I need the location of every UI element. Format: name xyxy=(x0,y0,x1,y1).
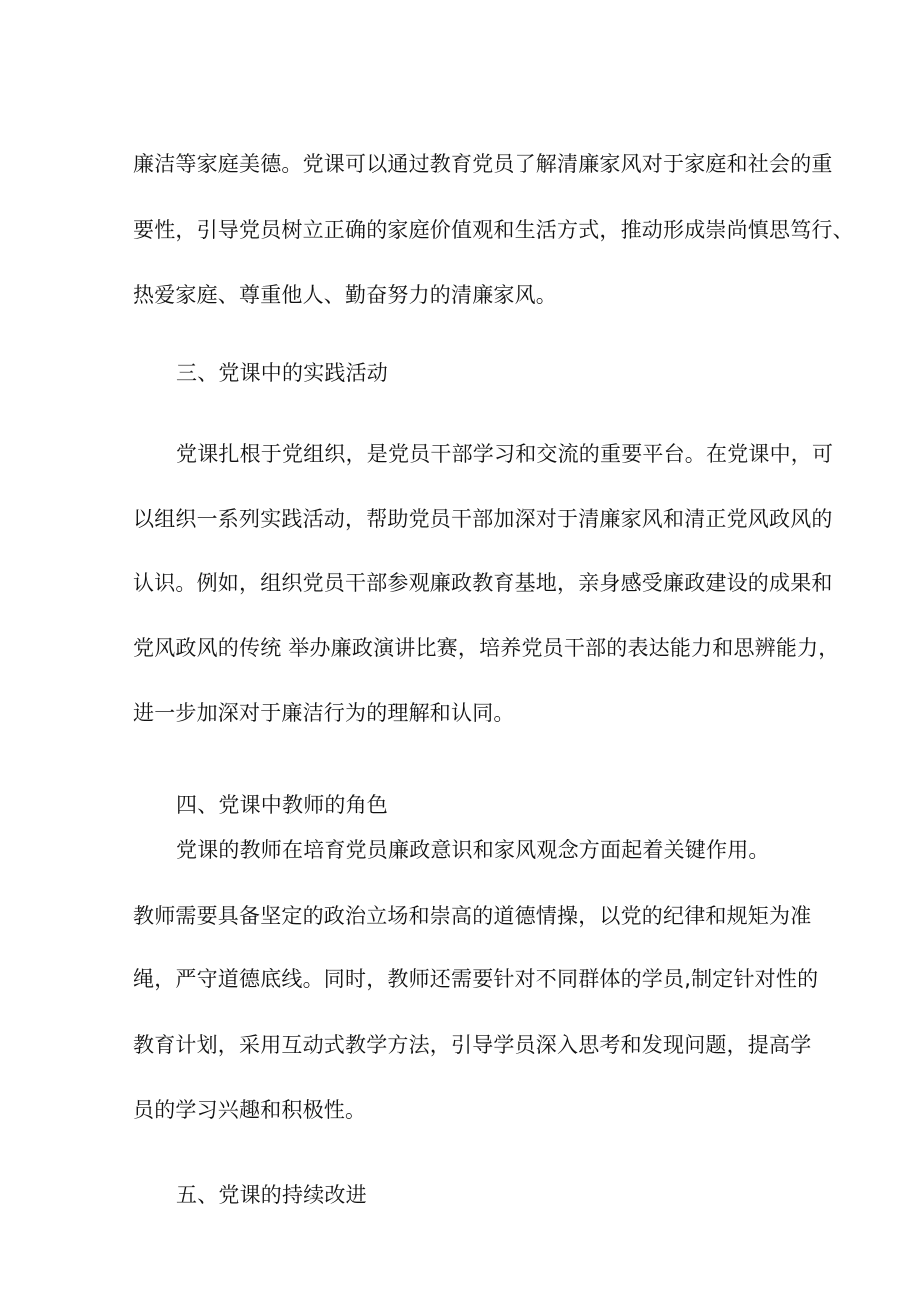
text-line: 廉洁等家庭美德。党课可以通过教育党员了解清廉家风对于家庭和社会的重 xyxy=(133,152,833,176)
section-heading-4: 四、党课中教师的角色 xyxy=(176,793,388,817)
text-line: 认识。例如，组织党员干部参观廉政教育基地，亲身感受廉政建设的成果和 xyxy=(133,571,833,595)
text-line: 党课扎根于党组织，是党员干部学习和交流的重要平台。在党课中，可 xyxy=(176,442,834,466)
text-line: 党风政风的传统 举办廉政演讲比赛，培养党员干部的表达能力和思辨能力， xyxy=(133,636,840,660)
text-line: 热爱家庭、尊重他人、勤奋努力的清廉家风。 xyxy=(133,283,557,307)
section-heading-3: 三、党课中的实践活动 xyxy=(176,361,388,385)
text-line: 要性，引导党员树立正确的家庭价值观和生活方式，推动形成崇尚慎思笃行、 xyxy=(133,218,854,242)
text-line: 进一步加深对于廉洁行为的理解和认同。 xyxy=(133,701,515,725)
text-line: 教师需要具备坚定的政治立场和崇高的道德情操，以党的纪律和规矩为准 xyxy=(133,904,812,928)
text-line: 员的学习兴趣和积极性。 xyxy=(133,1098,367,1122)
text-line: 党课的教师在培育党员廉政意识和家风观念方面起着关键作用。 xyxy=(176,838,770,862)
text-line: 教育计划，采用互动式教学方法，引导学员深入思考和发现问题，提高学 xyxy=(133,1033,812,1057)
section-heading-5: 五、党课的持续改进 xyxy=(176,1183,367,1207)
text-line: 以组织一系列实践活动，帮助党员干部加深对于清廉家风和清正党风政风的 xyxy=(133,507,833,531)
text-line: 绳，严守道德底线。同时，教师还需要针对不同群体的学员,制定针对性的 xyxy=(133,967,819,991)
